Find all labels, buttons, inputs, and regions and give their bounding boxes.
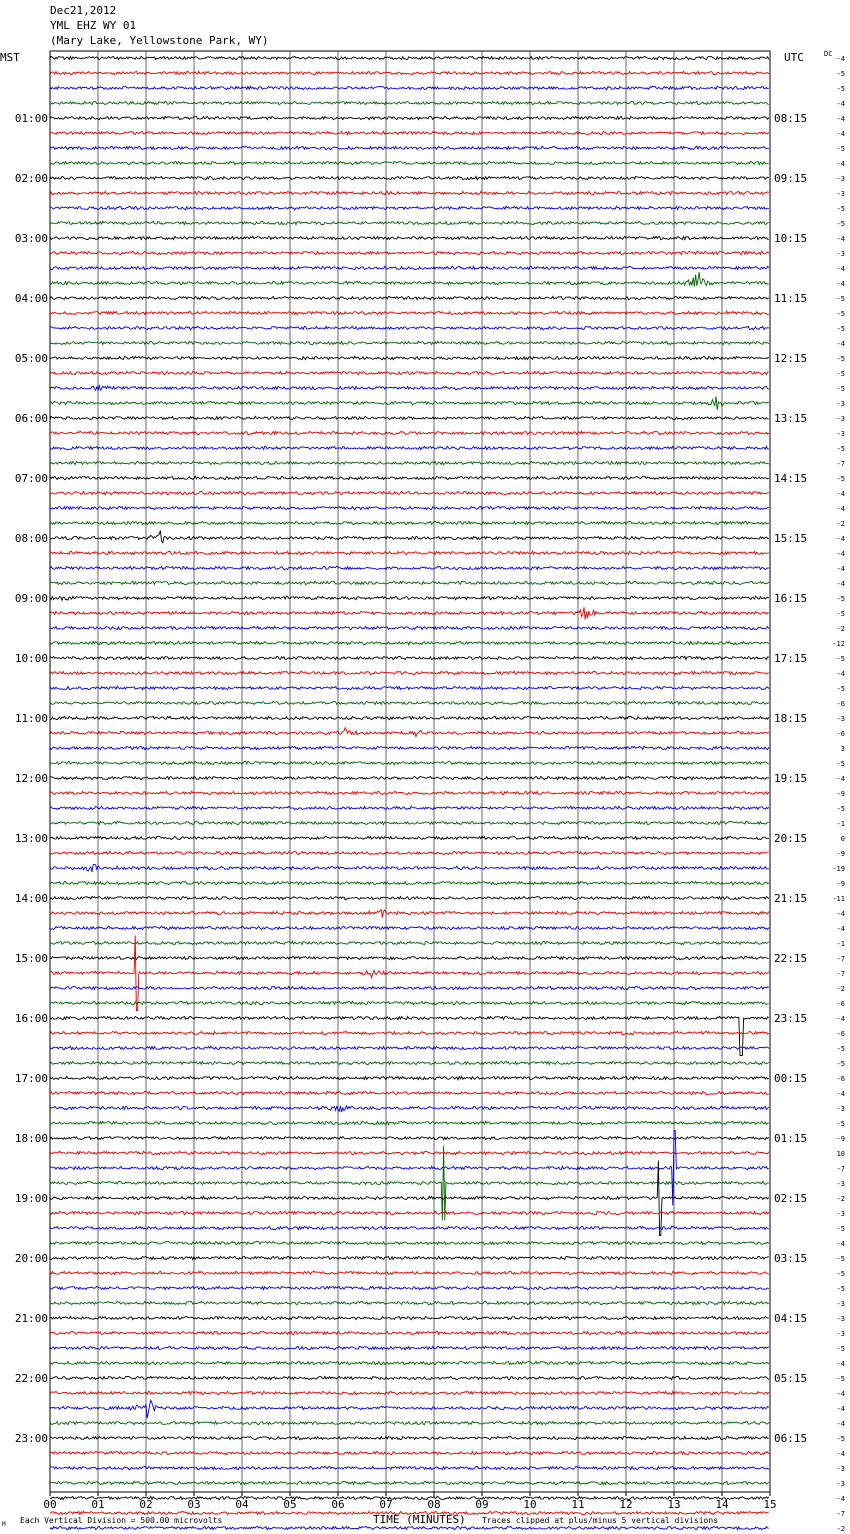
dc-offset-value: -2 <box>836 625 845 633</box>
dc-offset-value: -4 <box>836 1390 845 1398</box>
x-tick-label: 09 <box>475 1498 489 1511</box>
dc-offset-value: -5 <box>836 1120 845 1128</box>
seismic-trace <box>50 566 769 570</box>
seismic-trace <box>50 1161 769 1236</box>
right-hour-label: 20:15 <box>774 832 808 845</box>
dc-offset-value: -5 <box>836 1060 845 1068</box>
right-hour-label: 13:15 <box>774 412 808 425</box>
right-hour-label: 12:15 <box>774 352 808 365</box>
x-tick-label: 07 <box>379 1498 393 1511</box>
left-hour-label: 05:00 <box>14 352 48 365</box>
seismic-trace <box>50 936 769 1011</box>
seismic-trace <box>50 626 769 630</box>
dc-offset-value: -5 <box>836 805 845 813</box>
dc-offset-value: -7 <box>836 955 845 963</box>
dc-offset-value: -3 <box>836 1480 845 1488</box>
dc-offset-value: -5 <box>836 1435 845 1443</box>
seismic-trace <box>50 56 769 59</box>
dc-offset-value: -4 <box>836 100 845 108</box>
x-tick-label: 03 <box>187 1498 201 1511</box>
seismic-trace <box>50 1016 769 1055</box>
seismic-trace <box>50 746 769 750</box>
right-hour-label: 19:15 <box>774 772 808 785</box>
seismic-trace <box>50 686 769 689</box>
dc-offset-value: -4 <box>836 280 845 288</box>
dc-offset-value: -4 <box>836 55 845 63</box>
seismic-trace <box>50 776 769 780</box>
dc-offset-value: -7 <box>836 1510 845 1518</box>
dc-offset-value: -5 <box>836 310 845 318</box>
dc-offset-value: -1 <box>836 820 845 828</box>
dc-offset-value: -5 <box>836 760 845 768</box>
x-tick-label: 13 <box>667 1498 681 1511</box>
dc-offset-value: -4 <box>836 535 845 543</box>
seismic-trace <box>50 641 769 645</box>
seismic-trace <box>50 356 769 359</box>
dc-offset-value: -5 <box>836 1285 845 1293</box>
dc-offset-value: -4 <box>836 1015 845 1023</box>
left-hour-label: 04:00 <box>14 292 48 305</box>
dc-offset-value: -4 <box>836 265 845 273</box>
seismic-trace <box>50 1526 769 1529</box>
seismic-trace <box>50 1421 769 1424</box>
x-tick-label: 04 <box>235 1498 249 1511</box>
seismic-traces <box>50 56 769 1534</box>
dc-offset-value: -5 <box>836 1270 845 1278</box>
dc-offset-value: -3 <box>836 1180 845 1188</box>
dc-offset-value: -5 <box>836 1345 845 1353</box>
dc-offset-value: -4 <box>836 1450 845 1458</box>
seismic-trace <box>50 1091 769 1094</box>
right-hour-label: 06:15 <box>774 1432 808 1445</box>
header-station: YML EHZ WY 01 <box>50 19 137 32</box>
dc-offset-value: -5 <box>836 610 845 618</box>
right-hour-label: 23:15 <box>774 1012 808 1025</box>
seismic-trace <box>50 896 769 900</box>
x-tick-label: 05 <box>283 1498 297 1511</box>
left-hour-label: 20:00 <box>14 1252 48 1265</box>
seismic-trace <box>50 864 769 872</box>
dc-offset-value: 10 <box>836 1150 845 1158</box>
seismic-trace <box>50 881 769 885</box>
right-hour-label: 01:15 <box>774 1132 808 1145</box>
seismic-trace <box>50 1391 769 1395</box>
left-hour-label: 21:00 <box>14 1312 48 1325</box>
left-hour-label: 12:00 <box>14 772 48 785</box>
dc-offset-value: -4 <box>836 340 845 348</box>
seismic-trace <box>50 266 769 270</box>
right-hour-label: 03:15 <box>774 1252 808 1265</box>
seismic-trace <box>50 836 769 839</box>
dc-offset-value: -9 <box>836 1135 845 1143</box>
seismic-trace <box>50 1316 769 1319</box>
seismic-trace <box>50 1001 769 1004</box>
seismic-trace <box>50 371 769 375</box>
seismic-trace <box>50 1031 769 1034</box>
dc-offset-value: -3 <box>836 1315 845 1323</box>
x-tick-label: 11 <box>571 1498 585 1511</box>
right-hour-label: 22:15 <box>774 952 808 965</box>
left-hour-label: 07:00 <box>14 472 48 485</box>
seismic-trace <box>50 791 769 794</box>
dc-label: DC <box>824 50 833 58</box>
dc-offset-value: -4 <box>836 1240 845 1248</box>
seismic-trace <box>50 191 769 194</box>
seismic-trace <box>50 1286 769 1290</box>
seismic-trace <box>50 956 769 960</box>
dc-offset-value: -3 <box>836 190 845 198</box>
dc-offset-value: -3 <box>836 400 845 408</box>
x-tick-label: 06 <box>331 1498 345 1511</box>
seismic-trace <box>50 431 769 434</box>
dc-offset-value: -5 <box>836 595 845 603</box>
dc-offset-value: -4 <box>836 580 845 588</box>
dc-offset-value: -4 <box>836 235 845 243</box>
left-hour-label: 15:00 <box>14 952 48 965</box>
dc-offset-value: -11 <box>832 895 845 903</box>
x-tick-label: 01 <box>91 1498 105 1511</box>
dc-offset-value: -7 <box>836 1165 845 1173</box>
right-hour-label: 11:15 <box>774 292 808 305</box>
seismic-trace <box>50 1076 769 1080</box>
dc-offset-value: -4 <box>836 160 845 168</box>
seismic-trace <box>50 396 769 410</box>
dc-offset-value: -9 <box>836 790 845 798</box>
right-hour-label: 09:15 <box>774 172 808 185</box>
seismic-trace <box>50 161 769 165</box>
seismic-trace <box>50 926 769 930</box>
left-hour-label: 16:00 <box>14 1012 48 1025</box>
dc-offset-value: -4 <box>836 565 845 573</box>
right-hour-label: 00:15 <box>774 1072 808 1085</box>
dc-offset-value: -4 <box>836 925 845 933</box>
right-hour-label: 18:15 <box>774 712 808 725</box>
dc-offset-value: -5 <box>836 220 845 228</box>
left-hour-label: 18:00 <box>14 1132 48 1145</box>
seismic-trace <box>50 1451 769 1454</box>
dc-offset-value: -4 <box>836 505 845 513</box>
seismic-trace <box>50 941 769 944</box>
seismic-trace <box>50 521 769 524</box>
seismic-trace <box>50 386 769 391</box>
header-date: Dec21,2012 <box>50 4 117 17</box>
seismic-trace <box>50 716 769 719</box>
dc-offset-value: -4 <box>836 670 845 678</box>
dc-offset-value: -6 <box>836 700 845 708</box>
seismic-trace <box>50 806 769 809</box>
dc-offset-value: -5 <box>836 70 845 78</box>
seismic-trace <box>50 506 769 509</box>
seismic-trace <box>50 851 769 854</box>
dc-offset-value: -5 <box>836 1375 845 1383</box>
seismic-trace <box>50 236 769 240</box>
seismic-trace <box>50 1061 769 1064</box>
left-hour-label: 06:00 <box>14 412 48 425</box>
dc-offset-value: -5 <box>836 85 845 93</box>
dc-offset-value: -7 <box>836 970 845 978</box>
seismic-trace <box>50 1301 769 1305</box>
left-hour-label: 13:00 <box>14 832 48 845</box>
seismic-trace <box>50 176 769 179</box>
right-hour-label: 02:15 <box>774 1192 808 1205</box>
dc-offset-value: -5 <box>836 685 845 693</box>
dc-offset-value: -4 <box>836 490 845 498</box>
dc-offset-value: -2 <box>836 1525 845 1533</box>
left-hour-label: 10:00 <box>14 652 48 665</box>
dc-offset-value: -4 <box>836 550 845 558</box>
x-tick-label: 15 <box>763 1498 777 1511</box>
right-hour-label: 17:15 <box>774 652 808 665</box>
seismic-trace <box>50 1376 769 1379</box>
seismic-trace <box>50 221 769 224</box>
dc-offset-value: -2 <box>836 1195 845 1203</box>
dc-offset-value: -7 <box>836 460 845 468</box>
seismic-trace <box>50 701 769 704</box>
seismic-trace <box>50 656 769 659</box>
seismic-trace <box>50 71 769 74</box>
dc-offset-value: -4 <box>836 1495 845 1503</box>
footer-scale-note: Each Vertical Division = 500.00 microvolts <box>20 1516 223 1525</box>
seismic-trace <box>50 476 769 479</box>
seismic-trace <box>50 101 769 104</box>
dc-offset-value: 0 <box>840 835 845 843</box>
left-hour-label: 03:00 <box>14 232 48 245</box>
seismic-trace <box>50 1136 769 1139</box>
left-hour-label: 17:00 <box>14 1072 48 1085</box>
seismic-trace <box>50 821 769 824</box>
seismic-trace <box>50 607 769 619</box>
footer-clip-note: Traces clipped at plus/minus 5 vertical divisions <box>482 1516 719 1525</box>
left-hour-label: 11:00 <box>14 712 48 725</box>
seismic-trace <box>50 272 769 286</box>
right-hour-label: 16:15 <box>774 592 808 605</box>
x-tick-label: 14 <box>715 1498 729 1511</box>
x-tick-label: 12 <box>619 1498 633 1511</box>
seismic-trace <box>50 551 769 555</box>
dc-offset-value: -6 <box>836 1075 845 1083</box>
dc-offset-value: -5 <box>836 145 845 153</box>
seismic-trace <box>50 581 769 585</box>
dc-offset-value: 3 <box>840 745 845 753</box>
left-hour-label: 02:00 <box>14 172 48 185</box>
seismic-trace <box>50 1106 769 1112</box>
seismic-trace <box>50 311 769 315</box>
seismic-trace <box>50 1121 769 1124</box>
dc-offset-value: -19 <box>832 865 845 873</box>
left-hour-label: 01:00 <box>14 112 48 125</box>
x-tick-label: 10 <box>523 1498 537 1511</box>
seismic-trace <box>50 326 769 329</box>
dc-offset-value: -5 <box>836 385 845 393</box>
dc-offset-value: -1 <box>836 940 845 948</box>
seismic-trace <box>50 1241 769 1244</box>
dc-offset-value: -5 <box>836 295 845 303</box>
seismic-trace <box>50 1496 769 1499</box>
left-timezone-label: MST <box>0 51 20 64</box>
seismic-trace <box>50 116 769 119</box>
dc-offset-value: -5 <box>836 325 845 333</box>
dc-offset-value: -5 <box>836 1255 845 1263</box>
left-hour-label: 19:00 <box>14 1192 48 1205</box>
seismic-trace <box>50 416 769 419</box>
dc-offset-value: -4 <box>836 1360 845 1368</box>
right-hour-label: 10:15 <box>774 232 808 245</box>
seismic-trace <box>50 251 769 254</box>
dc-offset-value: -2 <box>836 985 845 993</box>
dc-offset-value: -4 <box>836 1420 845 1428</box>
seismic-trace <box>50 1331 769 1334</box>
left-hour-label: 09:00 <box>14 592 48 605</box>
dc-offset-value: -5 <box>836 205 845 213</box>
dc-offset-value: -9 <box>836 850 845 858</box>
seismic-trace <box>50 296 769 299</box>
seismic-trace <box>50 1361 769 1364</box>
seismic-trace <box>50 596 769 600</box>
dc-offset-value: -5 <box>836 355 845 363</box>
dc-offset-value: -4 <box>836 1090 845 1098</box>
seismic-trace <box>50 86 769 89</box>
right-hour-label: 05:15 <box>774 1372 808 1385</box>
seismic-trace <box>50 1466 769 1469</box>
dc-offset-value: -5 <box>836 1225 845 1233</box>
dc-offset-value: -4 <box>836 115 845 123</box>
seismic-trace <box>50 461 769 464</box>
dc-offset-value: -3 <box>836 715 845 723</box>
dc-offset-value: -4 <box>836 1405 845 1413</box>
dc-offset-value: -3 <box>836 1210 845 1218</box>
left-hour-label: 14:00 <box>14 892 48 905</box>
seismic-trace <box>50 986 769 989</box>
seismic-trace <box>50 671 769 674</box>
seismic-trace <box>50 206 769 209</box>
seismic-trace <box>50 1271 769 1274</box>
seismic-trace <box>50 728 769 737</box>
seismic-trace <box>50 131 769 135</box>
plot-frame <box>50 51 770 1492</box>
plot-grid <box>50 51 770 1492</box>
seismic-trace <box>50 1151 769 1155</box>
dc-offset-value: -12 <box>832 640 845 648</box>
seismic-trace <box>50 341 769 345</box>
dc-offset-value: -6 <box>836 1000 845 1008</box>
seismic-trace <box>50 1256 769 1259</box>
dc-offset-value: -5 <box>836 445 845 453</box>
seismic-trace <box>50 446 769 450</box>
dc-offset-value: -3 <box>836 1330 845 1338</box>
dc-offset-value: -5 <box>836 655 845 663</box>
header-location: (Mary Lake, Yellowstone Park, WY) <box>50 34 269 47</box>
dc-offset-value: -5 <box>836 370 845 378</box>
dc-offset-value: -3 <box>836 415 845 423</box>
right-hour-label: 04:15 <box>774 1312 808 1325</box>
seismic-trace <box>50 1436 769 1440</box>
dc-offset-value: -5 <box>836 475 845 483</box>
dc-offset-value: -4 <box>836 775 845 783</box>
dc-offset-value: -6 <box>836 730 845 738</box>
seismic-trace <box>50 1131 769 1206</box>
seismic-trace <box>50 491 769 495</box>
left-hour-label: 23:00 <box>14 1432 48 1445</box>
dc-offset-value: -5 <box>836 1045 845 1053</box>
left-hour-label: 08:00 <box>14 532 48 545</box>
dc-offset-value: -3 <box>836 1105 845 1113</box>
dc-offset-value: -3 <box>836 430 845 438</box>
seismic-trace <box>50 1146 769 1221</box>
dc-offset-value: -6 <box>836 1030 845 1038</box>
x-tick-label: 02 <box>139 1498 153 1511</box>
dc-offset-value: -3 <box>836 250 845 258</box>
dc-offset-value: -4 <box>836 130 845 138</box>
right-hour-label: 08:15 <box>774 112 808 125</box>
right-hour-label: 14:15 <box>774 472 808 485</box>
seismic-trace <box>50 1481 769 1485</box>
right-timezone-label: UTC <box>784 51 804 64</box>
seismic-trace <box>50 1211 769 1214</box>
right-hour-label: 15:15 <box>774 532 808 545</box>
seismic-trace <box>50 1400 769 1418</box>
seismic-trace <box>50 146 769 150</box>
dc-offset-value: -3 <box>836 175 845 183</box>
footer-corner-mark: M <box>2 1521 6 1528</box>
x-tick-label: 08 <box>427 1498 441 1511</box>
x-tick-label: 00 <box>43 1498 57 1511</box>
dc-offset-value: -2 <box>836 520 845 528</box>
seismic-trace <box>50 761 769 764</box>
seismic-trace <box>50 910 769 918</box>
dc-offset-value: -9 <box>836 880 845 888</box>
seismic-trace <box>50 1346 769 1349</box>
seismic-trace <box>50 531 769 543</box>
dc-offset-value: -4 <box>836 910 845 918</box>
right-hour-label: 21:15 <box>774 892 808 905</box>
dc-offset-value: -3 <box>836 1465 845 1473</box>
x-axis-title: TIME (MINUTES) <box>373 1513 466 1526</box>
dc-offset-value: -3 <box>836 1300 845 1308</box>
seismic-trace <box>50 1046 769 1049</box>
left-hour-label: 22:00 <box>14 1372 48 1385</box>
